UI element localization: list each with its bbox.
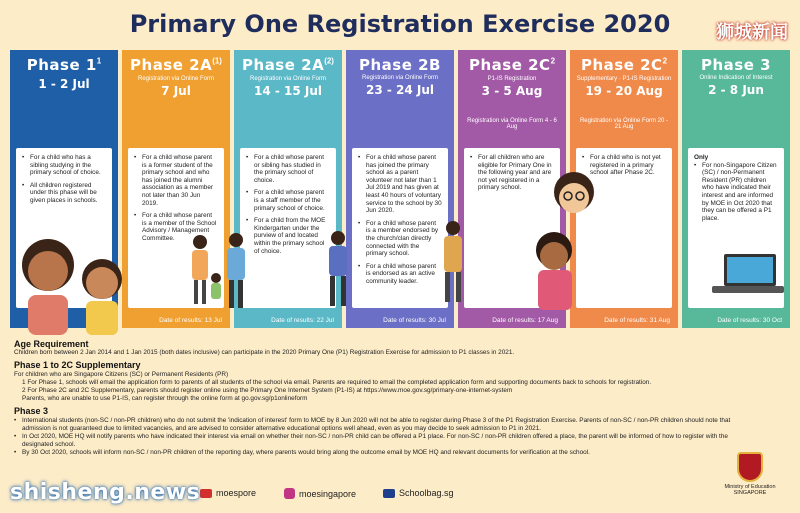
site-watermark: shisheng.news xyxy=(10,480,201,505)
phase-criteria xyxy=(352,148,448,308)
phase-header xyxy=(346,50,454,118)
phase-date: 19 - 20 Aug xyxy=(585,84,663,98)
phase-superscript: 2 xyxy=(662,56,668,66)
phase-superscript: (2) xyxy=(324,56,334,66)
phase-name: Phase 1 xyxy=(26,56,97,74)
footnote-2: 2 For Phase 2C and 2C Supplementary, parents should register online using the Primary One Internet System (P1-IS) at https://www.moe.gov.sg/primary-one-internet-system xyxy=(22,387,513,395)
phase1-2c-text: For children who are Singapore Citizens (SC) or Permanent Residents (PR) xyxy=(14,370,229,378)
phase-header xyxy=(122,50,230,118)
phase-criteria-item: • For a child who is not yet registered in a primary school after Phase 2C. xyxy=(582,154,666,177)
phase-subtitle: P1-IS Registration xyxy=(487,76,537,82)
phase-subtitle: Online Indication of Interest xyxy=(699,75,773,81)
phase-criteria-item: • For a child whose parent is a former student of the primary school and who has joined the alumni association as a member not later than 30 Jun 2019. xyxy=(134,154,218,207)
phase-date: 2 - 8 Jun xyxy=(708,83,764,97)
phase-criteria-item: • For a child whose parent is endorsed as an active community leader. xyxy=(358,263,442,286)
phase-name: Phase 2A xyxy=(130,56,213,74)
phase-subtitle: Registration via Online Form xyxy=(249,76,327,82)
volunteer-illustration xyxy=(318,230,358,310)
woman-illustration xyxy=(438,220,468,308)
phase-name: Phase 2A xyxy=(242,56,325,74)
phase-superscript: 1 xyxy=(96,56,102,66)
phase3-list xyxy=(14,417,744,458)
phase3-heading: Phase 3 xyxy=(14,406,49,417)
phase1-2c-heading: Phase 1 to 2C Supplementary xyxy=(14,360,141,371)
phase-criteria-item: • For a child whose parent is a staff member of the primary school of choice. xyxy=(246,189,330,212)
phase-subtitle: Registration via Online Form xyxy=(137,76,215,82)
phase-name: Phase 2C xyxy=(468,56,551,74)
phase-superscript: (1) xyxy=(212,56,222,66)
social-label: Schoolbag.sg xyxy=(399,488,454,498)
footnote-1: 1 For Phase 1, schools will email the application form to parents of all students of the school via email. Parents are required to email the completed application form and supporting documents back to schools for registration. xyxy=(22,378,652,386)
age-requirement-text: Children born between 2 Jan 2014 and 1 Jan 2015 (both dates inclusive) can participate in the 2020 Primary One (P1) Registration Exercise for admission to P1 classes in 2021. xyxy=(14,349,515,357)
phase-date: 7 Jul xyxy=(161,84,191,98)
moe-name: Ministry of Education xyxy=(724,484,776,490)
footnote-2b: Parents, who are unable to use P1-IS, can register through the online form at go.gov.sg/p1onlineform xyxy=(22,395,308,403)
phase-criteria-item: • For a child whose parent has joined the primary school as a parent volunteer not later than 1 Jul 2019 and has given at least 40 hours of voluntary service to the school by 30 Jun 2020. xyxy=(358,154,442,215)
schoolbag-icon xyxy=(383,489,395,498)
phase-name: Phase 2B xyxy=(359,56,441,74)
phase-header xyxy=(234,50,342,118)
social-schoolbag[interactable] xyxy=(383,488,454,498)
phase-date: 14 - 15 Jul xyxy=(253,84,323,98)
brand-watermark: 狮城新闻 xyxy=(716,22,788,43)
phase-result-date: Date of results: 31 Aug xyxy=(604,317,670,324)
youtube-icon xyxy=(200,489,212,498)
phase-criteria-item: • For a child whose parent is a member of the School Advisory / Management Committee. xyxy=(134,212,218,242)
kids-illustration xyxy=(528,170,600,310)
phase-result-date: Date of results: 30 Jul xyxy=(383,317,446,324)
phase-result-date: Date of results: 22 Jul xyxy=(271,317,334,324)
phase-date: 3 - 5 Aug xyxy=(481,84,543,98)
moe-crest-icon xyxy=(737,452,763,482)
phase-result-date: Date of results: 13 Jul xyxy=(159,317,222,324)
phase-header xyxy=(10,50,118,118)
phase3-item: • In Oct 2020, MOE HQ will notify parents who have indicated their interest via email on whether their non-SC / non-PR child can be offered a P1 place. For non-SC / non-PR children offered a place, the parent will be informed of how to register with the designated school. xyxy=(14,433,744,449)
phase-criteria-item: • For a child whose parent or sibling has studied in the primary school of choice. xyxy=(246,154,330,184)
phase-date: 1 - 2 Jul xyxy=(38,77,90,91)
phase-superscript: 2 xyxy=(550,56,556,66)
phase3-item: • International students (non-SC / non-PR children) who do not submit the 'indication of interest' form to MOE by 8 Jun 2020 will not be able to register during Phase 3 of the P1 Registration Exercise. Parents of non-SC / non-PR children should note that admission is not guaranteed due to limited vacancies, and are advised to consider alternative educational options well ahead, even as you may decide to seek admission to P1 in 2021. xyxy=(14,417,744,433)
phase-result-date: Date of results: 30 Oct xyxy=(717,317,782,324)
phase-header xyxy=(682,50,790,118)
phase-criteria-item: • For non-Singapore Citizen (SC) / non-Permanent Resident (PR) children who have indicated their interest and are informed by MOE in Oct 2020 that they can be offered a P1 place. xyxy=(694,162,778,223)
phase-extra-registration: Registration via Online Form 4 - 6 Aug xyxy=(467,118,557,130)
phase-date: 23 - 24 Jul xyxy=(365,83,435,97)
phase-only-label: Only xyxy=(694,154,709,161)
instagram-icon xyxy=(284,488,295,499)
phase-criteria-item: • For a child from the MOE Kindergarten under the purview of and located within the primary school of choice. xyxy=(246,217,330,255)
phase-criteria-item: • All children registered under this phase will be given places in schools. xyxy=(22,182,106,205)
page-title: Primary One Registration Exercise 2020 xyxy=(129,10,671,38)
phase-criteria-item: • For all children who are eligible for Primary One in the following year and are not yet registered in a primary school. xyxy=(470,154,554,192)
social-youtube[interactable] xyxy=(200,488,256,498)
information-section xyxy=(14,336,744,458)
laptop-illustration xyxy=(710,252,786,298)
social-label: moesingapore xyxy=(299,488,357,499)
moe-sub: SINGAPORE xyxy=(733,490,767,496)
phase-name: Phase 2C xyxy=(580,56,663,74)
phase-criteria-item: • For a child who has a sibling studying in the primary school of choice. xyxy=(22,154,106,177)
social-label: moespore xyxy=(216,488,257,498)
phase-header xyxy=(458,50,566,118)
phase-extra-registration: Registration via Online Form 20 - 21 Aug xyxy=(579,118,669,130)
family-illustration xyxy=(186,232,256,312)
social-instagram[interactable] xyxy=(284,488,356,499)
age-requirement-heading: Age Requirement xyxy=(14,339,89,349)
phase-name: Phase 3 xyxy=(700,56,772,74)
phase3-item: • By 30 Oct 2020, schools will inform non-SC / non-PR children of the reporting day, where parents would bring along the outcome email by MOE HQ and relevant documents for verification at the school. xyxy=(14,449,744,457)
phase-criteria-item: • For a child whose parent is a member endorsed by the church/clan directly connected with the primary school. xyxy=(358,220,442,258)
phase-subtitle: Registration via Online Form xyxy=(361,75,439,81)
phase-result-date: Date of results: 17 Aug xyxy=(492,317,558,324)
children-illustration xyxy=(10,225,130,335)
phase-subtitle: Supplementary · P1-IS Registration xyxy=(576,76,672,82)
phase-header xyxy=(570,50,678,118)
